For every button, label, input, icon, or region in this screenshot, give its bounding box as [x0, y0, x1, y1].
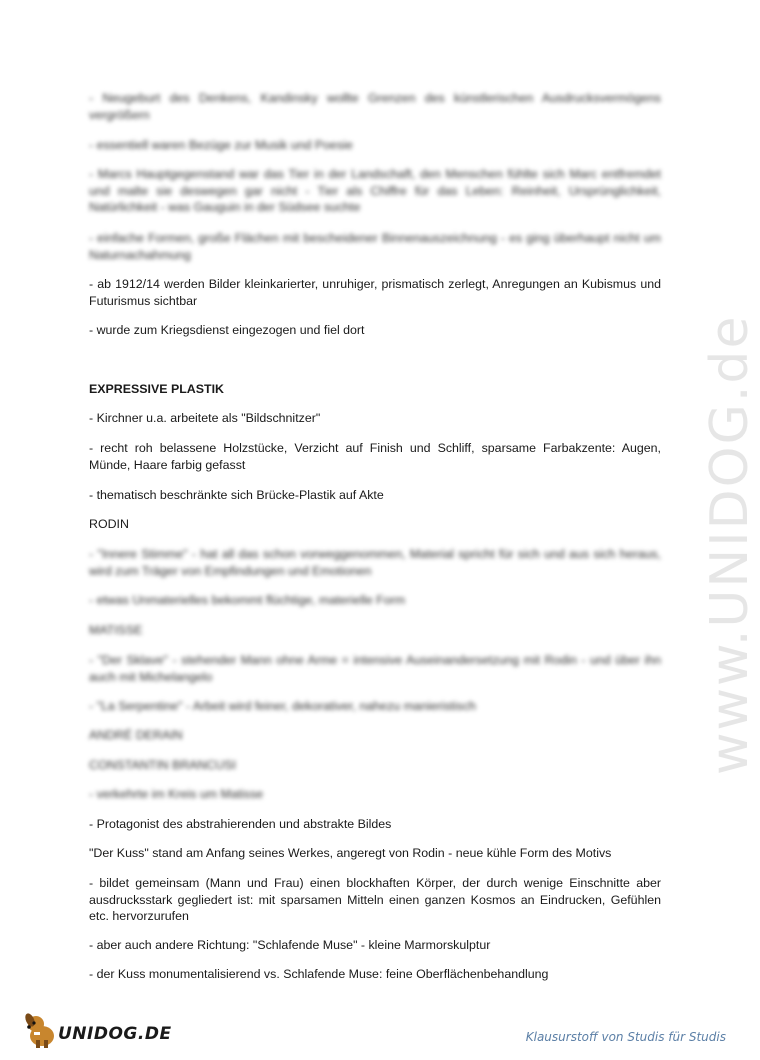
paragraph: - Marcs Hauptgegenstand war das Tier in der Landschaft, den Menschen fühlte sich Marc entfremdet und malte sie deswegen gar nicht - Tier als Chiffre für das Leben: Reinheit, Ursprünglichkeit, Natürlichkeit - was Gauguin in der Südsee suchte [89, 167, 661, 214]
paragraph: - recht roh belassene Holzstücke, Verzicht auf Finish und Schliff, sparsame Farbakzente: Augen, Münde, Haare farbig gefasst [89, 441, 661, 472]
paragraph: - bildet gemeinsam (Mann und Frau) einen blockhaften Körper, der durch wenige Einschnitte aber ausdrucksstark gegliedert ist: mit sparsamen Mitteln einen ganzen Kosmos an Eindrucken, Gefühlen etc. hervorzurufen [89, 876, 661, 923]
watermark: www.UNIDOG.de [700, 314, 760, 775]
paragraph: - etwas Unmaterielles bekommt flüchtige, materielle Form [89, 593, 406, 607]
paragraph: - aber auch andere Richtung: "Schlafende Muse" - kleine Marmorskulptur [89, 938, 491, 952]
paragraph: ANDRÉ DERAIN [89, 728, 183, 742]
section-heading: EXPRESSIVE PLASTIK [89, 382, 224, 396]
paragraph: - Kirchner u.a. arbeitete als "Bildschnitzer" [89, 411, 321, 425]
paragraph: - verkehrte im Kreis um Matisse [89, 787, 264, 801]
paragraph: - einfache Formen, große Flächen mit bescheidener Binnenauszeichnung - es ging überhaupt nicht um Naturnachahmung [89, 231, 661, 262]
paragraph: MATISSE [89, 623, 143, 637]
paragraph: - "Der Sklave" - stehender Mann ohne Arme = intensive Auseinandersetzung mit Rodin - und über ihn auch mit Michelangelo [89, 653, 661, 684]
paragraph: - wurde zum Kriegsdienst eingezogen und fiel dort [89, 323, 365, 337]
paragraph: CONSTANTIN BRANCUSI [89, 758, 237, 772]
paragraph: RODIN [89, 517, 129, 531]
paragraph: - der Kuss monumentalisierend vs. Schlafende Muse: feine Oberflächenbehandlung [89, 967, 549, 981]
paragraph: - Protagonist des abstrahierenden und abstrakte Bildes [89, 817, 392, 831]
paragraph: - "Innere Stimme" - hat all das schon vorweggenommen, Material spricht für sich und aus sich heraus, wird zum Träger von Empfindungen und Emotionen [89, 547, 661, 578]
paragraph: - Neugeburt des Denkens, Kandinsky wollte Grenzen des künstlerischen Ausdrucksvermögens vergrößern [89, 91, 661, 122]
unidog-logo[interactable] [22, 1010, 172, 1050]
footer-tagline: Klausurstoff von Studis für Studis [525, 1030, 726, 1044]
paragraph: - thematisch beschränkte sich Brücke-Plastik auf Akte [89, 488, 384, 502]
dog-icon [22, 1010, 62, 1050]
paragraph: "Der Kuss" stand am Anfang seines Werkes, angeregt von Rodin - neue kühle Form des Motivs [89, 846, 612, 860]
logo-text: UNIDOG.DE [58, 1024, 172, 1044]
paragraph: - essentiell waren Bezüge zur Musik und Poesie [89, 138, 353, 152]
paragraph: - "La Serpentine" - Arbeit wird feiner, dekorativer, nahezu manieristisch [89, 699, 476, 713]
paragraph: - ab 1912/14 werden Bilder kleinkarierter, unruhiger, prismatisch zerlegt, Anregungen an Kubismus und Futurismus sichtbar [89, 277, 661, 308]
